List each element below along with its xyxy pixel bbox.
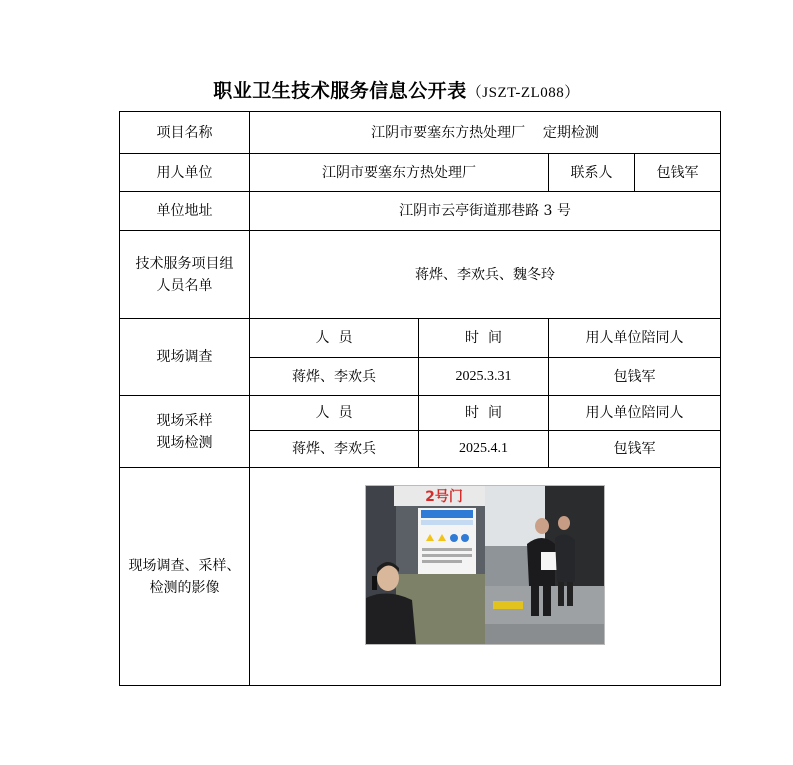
row-survey-header <box>120 319 721 358</box>
contact-label: 联系人 <box>549 154 635 192</box>
survey-header-accompany: 用人单位陪同人 <box>549 319 721 358</box>
team-label-line1: 技术服务项目组 <box>135 255 234 272</box>
row-project <box>120 112 721 154</box>
document-title <box>0 76 793 103</box>
survey-people: 蒋烨、李欢兵 <box>250 358 419 396</box>
team-label <box>120 231 250 319</box>
images-label <box>120 468 250 686</box>
address-value <box>250 192 721 231</box>
title-text: 职业卫生技术服务信息公开表 <box>213 80 467 102</box>
project-label: 项目名称 <box>120 112 250 154</box>
document-code: （JSZT-ZL088） <box>466 85 580 101</box>
sampling-header-people: 人 员 <box>250 396 419 431</box>
row-team <box>120 231 721 319</box>
row-employer <box>120 154 721 192</box>
employer-value: 江阴市要塞东方热处理厂 <box>250 154 549 192</box>
sampling-accompany: 包钱军 <box>549 431 721 468</box>
sampling-date: 2025.4.1 <box>419 431 549 468</box>
survey-accompany: 包钱军 <box>549 358 721 396</box>
photo-gate <box>366 486 485 644</box>
employer-label: 用人单位 <box>120 154 250 192</box>
survey-date: 2025.3.31 <box>419 358 549 396</box>
row-images <box>120 468 721 686</box>
images-cell <box>250 468 721 686</box>
row-address <box>120 192 721 231</box>
sampling-header-time: 时 间 <box>419 396 549 431</box>
sampling-people: 蒋烨、李欢兵 <box>250 431 419 468</box>
info-table <box>119 111 721 686</box>
photo-workshop <box>485 486 604 644</box>
sampling-label-line2: 现场检测 <box>156 434 213 451</box>
images-label-line2: 检测的影像 <box>149 579 220 596</box>
address-label: 单位地址 <box>120 192 250 231</box>
survey-header-time: 时 间 <box>419 319 549 358</box>
sampling-header-accompany: 用人单位陪同人 <box>549 396 721 431</box>
images-label-line1: 现场调查、采样、 <box>128 557 241 574</box>
gate-sign-text: 2号门 <box>425 489 463 505</box>
sampling-label <box>120 396 250 468</box>
contact-value: 包钱军 <box>635 154 721 192</box>
team-label-line2: 人员名单 <box>156 277 213 294</box>
survey-header-people: 人 员 <box>250 319 419 358</box>
address-text: 江阴市云亭街道那巷路 3 号 <box>399 203 571 219</box>
team-value: 蒋烨、李欢兵、魏冬玲 <box>250 231 721 319</box>
project-value: 江阴市要塞东方热处理厂 定期检测 <box>250 112 721 154</box>
survey-label: 现场调查 <box>120 319 250 396</box>
site-photos <box>365 485 605 645</box>
row-sampling-header <box>120 396 721 431</box>
sampling-label-line1: 现场采样 <box>156 412 213 429</box>
